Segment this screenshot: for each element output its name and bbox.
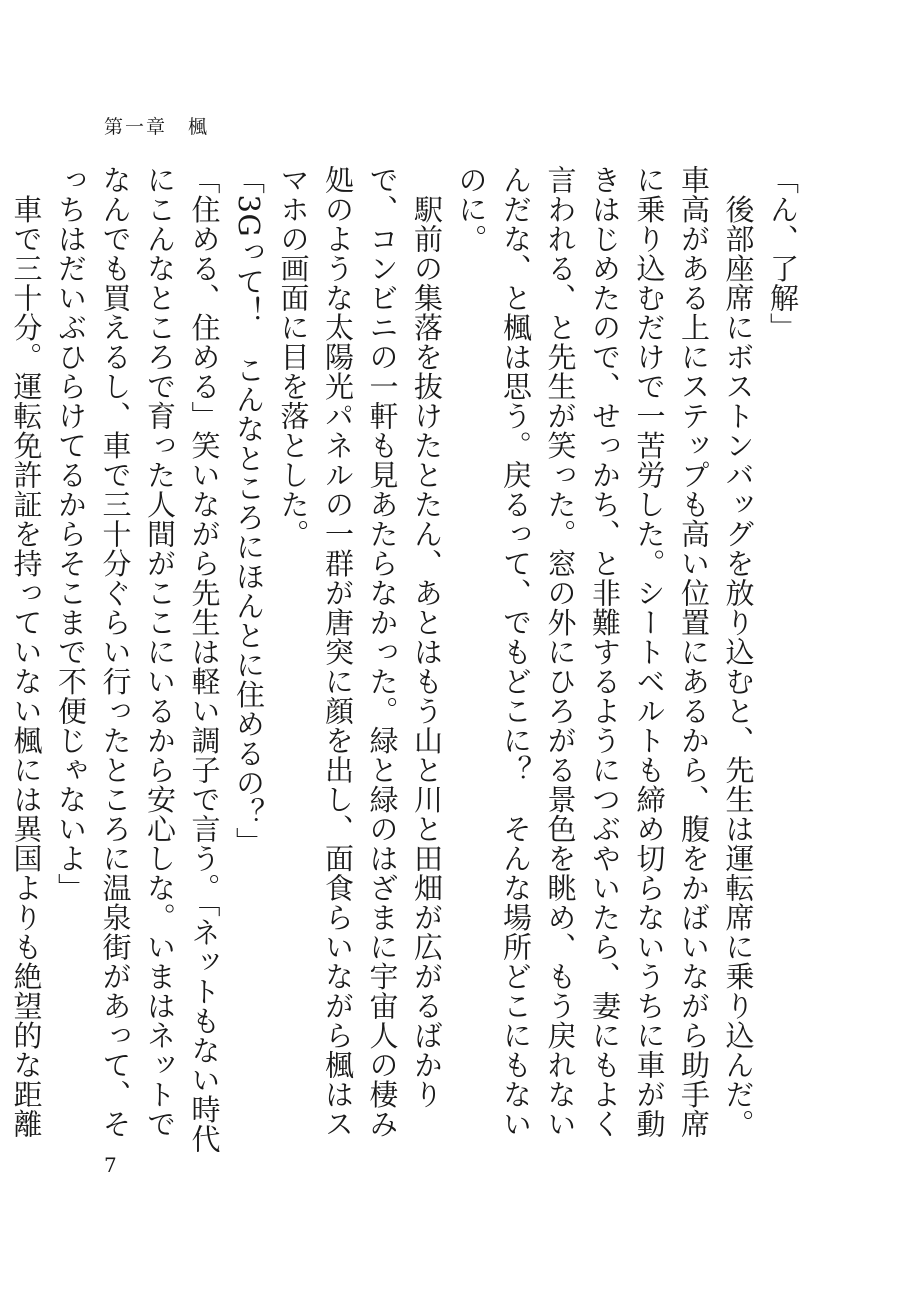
paragraph: 車で三十分。運転免許証を持っていない楓には異国よりも絶望的な距離 [9, 194, 44, 1139]
paragraph: 「ん、了解」 [766, 165, 800, 342]
paragraph: 「住める、住める」笑いながら先生は軽い調子で言う。「ネットもない時代にこんなところで育った人間がここにいるから安心しな。いまはネットでなんでも買えるし、車で三十分ぐらい行ったところに温泉街があって、そっちはだいぶひらけてるからそこまで不便じゃないよ」 [54, 165, 222, 1154]
paragraph: 駅前の集落を抜けたとたん、あとはもう山と川と田畑が広がるばかりで、コンビニの一軒も見あたらなかった。緑と緑のはざまに宇宙人の棲み処のような太陽光パネルの一群が唐突に顔を出し、面食らいながら楓はスマホの画面に目を落とした。 [276, 165, 444, 1139]
body-text [9, 165, 805, 1155]
running-head: 第一章 楓 [104, 116, 210, 138]
page-number: 7 [104, 1153, 117, 1177]
paragraph: 後部座席にボストンバッグを放り込むと、先生は運転席に乗り込んだ。車高がある上にステップも高い位置にあるから、腹をかばいながら助手席に乗り込むだけで一苦労した。シートベルトも締め切らないうちに車が動きはじめたので、せっかち、と非難するようにつぶやいたら、妻にもよく言われる、と先生が笑った。窓の外にひろがる景色を眺め、もう戻れないんだな、と楓は思う。戻るって、でもどこに？ そんな場所どこにもないのに。 [454, 165, 756, 1139]
paragraph: 「3Gって！ こんなところにほんとに住めるの？」 [232, 165, 266, 857]
